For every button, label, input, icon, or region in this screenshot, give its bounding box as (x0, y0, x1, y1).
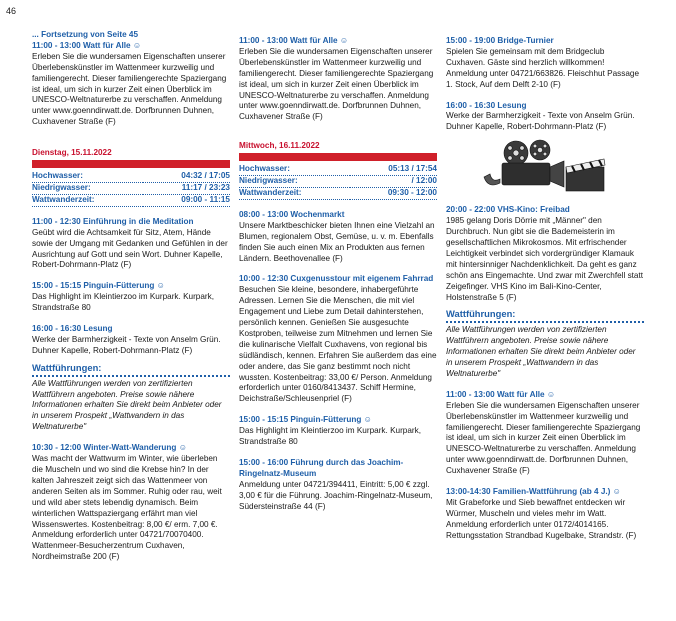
event-heading: 13:00-14:30 Familien-Wattführung (ab 4 J.) ☺ (446, 487, 622, 497)
tide-table (32, 171, 230, 207)
column-2 (239, 30, 437, 513)
event-heading: 11:00 - 12:30 Einführung in die Meditation (32, 216, 194, 226)
event-heading: 20:00 - 22:00 VHS-Kino: Freibad (446, 205, 570, 215)
event-text: Erleben Sie die wundersamen Eigenschaften unserer Überlebenskünstler im Wattenmeer kurzweilig und familiengerecht. Dieser familiengerechte Spaziergang ist ideal, um sich in kurzer Zeit einen Überblick im UNESCO-Weltnaturerbe zu verschaffen. Anmeldung unter www.goenndirwatt.de. Dorfbrunnen Duhnen, Cuxhavener Straße (F) (32, 51, 227, 127)
event-text: Das Highlight im Kleintierzoo im Kurpark. Kurpark, Strandstraße 80 (239, 426, 422, 447)
event-heading: 15:00 - 15:15 Pinguin-Fütterung ☺ (239, 415, 373, 425)
tide-row: Wattwanderzeit: 09:30 - 12:00 (239, 187, 437, 199)
tide-table (239, 164, 437, 200)
event-heading: 16:00 - 16:30 Lesung (446, 100, 527, 110)
event-heading: 15:00 - 19:00 Bridge-Turnier (446, 36, 554, 45)
tide-row: Hochwasser: 04:32 / 17:05 (32, 171, 230, 182)
event-text: Werke der Barmherzigkeit - Texte von Anselm Grün. Duhner Kapelle, Robert-Dohrmann-Platz (F) (446, 111, 635, 132)
event-text: 1985 gelang Doris Dörrie mit „Männer" den Durchbruch. Nun gibt sie die Bademeisterin im gesellschaftlichen Mikrokosmos. Mit erfrischender Leichtigkeit verbindet sich vordergründiger Klamauk mit hintersinniger Nachdenklichkeit. Da geht es ganz schön ans Eingemachte. Und zwar mit Zwerchfell statt Zeigefinger. VHS Kino im Bali-Kino-Center, Holstenstraße 5 (F) (446, 216, 644, 302)
event-text: Erleben Sie die wundersamen Eigenschaften unserer Überlebenskünstler im Wattenmeer kurzweilig und familiengerecht. Dieser familiengerechte Spaziergang ist ideal, um sich in kurzer Zeit einen Überblick im UNESCO-Weltnaturerbe zu verschaffen. Anmeldung unter www.goenndirwatt.de. Dorfbrunnen Duhnen, Cuxhavener Straße (F) (446, 400, 641, 476)
tide-row: Niedrigwasser: 11:17 / 23:23 (32, 182, 230, 194)
event-text: Erleben Sie die wundersamen Eigenschaften unserer Überlebenskünstler im Wattenmeer kurzweilig und familiengerecht. Dieser familiengerechte Spaziergang ist ideal, um sich in kurzer Zeit einen Überblick im UNESCO-Weltnaturerbe zu verschaffen. Anmeldung unter www.goenndirwatt.de. Dorfbrunnen Duhnen, Cuxhavener Straße (F) (239, 46, 434, 122)
event-heading: 15:00 - 16:00 Führung durch das Joachim-Ringelnatz-Museum (239, 458, 404, 478)
event-heading: 15:00 - 15:15 Pinguin-Fütterung ☺ (32, 281, 166, 291)
section-divider (32, 375, 230, 377)
day-divider (239, 153, 437, 161)
film-clapper-icon (480, 137, 610, 195)
section-divider (446, 321, 644, 323)
event-text: Besuchen Sie kleine, besondere, inhabergeführte Adressen. Lernen Sie die Menschen, die mit viel Engagement und Liebe zum Detail dahinterstehen, persönlich kennen. Genießen Sie ausgesuchte Kostproben, teilweise zum Mitnehmen und lernen Sie die kulinarische Vielfalt Cuxhavens, von regional bis südländisch, kennen. Erfahren Sie außerdem das eine oder andere, das Sie ganz bestimmt noch nicht wussten. Kostenbeitrag: 33,00 €/ Person. Anmeldung erforderlich unter 0160/8413437. Schiff Hermine, Deichstraße/Schleusenpriel (F) (239, 285, 437, 404)
tide-row: Hochwasser: 05:13 / 17:54 (239, 164, 437, 175)
event-text: Unsere Marktbeschicker bieten Ihnen eine Vielzahl an Blumen, regionalem Obst, Gemüse, u. v. m. Ebenfalls finden Sie auch einen Mix an Produkten aus fernen Ländern. Beethovenallee (F) (239, 220, 435, 263)
event-text: Was macht der Wattwurm im Winter, wie überleben die Muscheln und wo sind die Krebse hin? In der kalten Jahreszeit zeigt sich das Wattenmeer von anderen Seiten als im Sommer. Ruhig oder rau, weit und wild aber stets lebendig dynamisch. Beim winterlichen Wattspaziergang erfährt man viel Wissenswertes. Kostenbeitrag: 8,00 €/ erm. 7,00 €. Anmeldung erforderlich unter 04721/70070400. Wattenmeer-Besucherzentrum Cuxhaven, Nordheimstraße 200 (F) (32, 454, 222, 562)
section-text: Alle Wattführungen werden von zertifizierten Wattführern angeboten. Preise sowie nähere Informationen erhalten Sie direkt beim Anbieter oder in unserem Prospekt „Wattwandern in das Weltnaturerbe" (32, 378, 222, 432)
section-title: Wattführungen: (32, 361, 102, 373)
event-heading: 11:00 - 13:00 Watt für Alle ☺ (32, 40, 142, 50)
day-heading: Mittwoch, 16.11.2022 (239, 141, 320, 151)
event-heading: 16:00 - 16:30 Lesung (32, 324, 113, 334)
column-1 (32, 30, 230, 563)
day-heading: Dienstag, 15.11.2022 (32, 148, 112, 158)
event-heading: 08:00 - 13:00 Wochenmarkt (239, 209, 345, 219)
event-text: Werke der Barmherzigkeit - Texte von Anselm Grün. Duhner Kapelle, Robert-Dohrmann-Platz (F) (32, 334, 221, 355)
event-heading: 11:00 - 13:00 Watt für Alle ☺ (239, 36, 349, 45)
event-text: Geübt wird die Achtsamkeit für Sitz, Atem, Hände sowie der Umgang mit Gedanken und Gefühlen in der Ausrichtung auf Gott und sein Wort. Duhner Kapelle, Robert-Dohrmann-Platz (F) (32, 227, 228, 270)
event-heading: 10:00 - 12:30 Cuxgenusstour mit eigenem Fahrrad (239, 274, 434, 284)
section-title: Wattführungen: (446, 308, 516, 320)
event-heading: 10:30 - 12:00 Winter-Watt-Wanderung ☺ (32, 443, 188, 453)
column-3 (446, 30, 644, 542)
event-text: Das Highlight im Kleintierzoo im Kurpark. Kurpark, Strandstraße 80 (32, 292, 215, 313)
event-text: Anmeldung unter 04721/394411, Eintritt: 5,00 € zzgl. 3,00 € für die Führung. Joachim-Ringelnatz-Museum, Südersteinstraße 44 (F) (239, 479, 433, 511)
event-text: Spielen Sie gemeinsam mit dem Bridgeclub Cuxhaven. Gäste sind herzlich willkommen! Anmeldung unter 04721/663826. Fleischhut Passage 1. Stock, Auf dem Delft 2-10 (F) (446, 46, 639, 89)
event-text: Mit Grabeforke und Sieb bewaffnet entdecken wir Würmer, Muscheln und vieles mehr im Watt. Anmeldung erforderlich unter 0172/4014165. Rettungsstation Strandbad Kugelbake, Strandstr. (F) (446, 498, 637, 540)
page-number: 46 (6, 6, 17, 16)
section-text: Alle Wattführungen werden von zertifizierten Wattführern angeboten. Preise sowie nähere Informationen erhalten Sie direkt beim Anbieter oder in unserem Prospekt „Wattwandern in das Weltnaturerbe" (446, 325, 636, 378)
continuation-note: ... Fortsetzung von Seite 45 (32, 30, 139, 39)
tide-row: Wattwanderzeit: 09:00 - 11:15 (32, 194, 230, 206)
event-heading: 11:00 - 13:00 Watt für Alle ☺ (446, 389, 556, 399)
tide-row: Niedrigwasser: / 12:00 (239, 176, 437, 188)
day-divider (32, 160, 230, 168)
